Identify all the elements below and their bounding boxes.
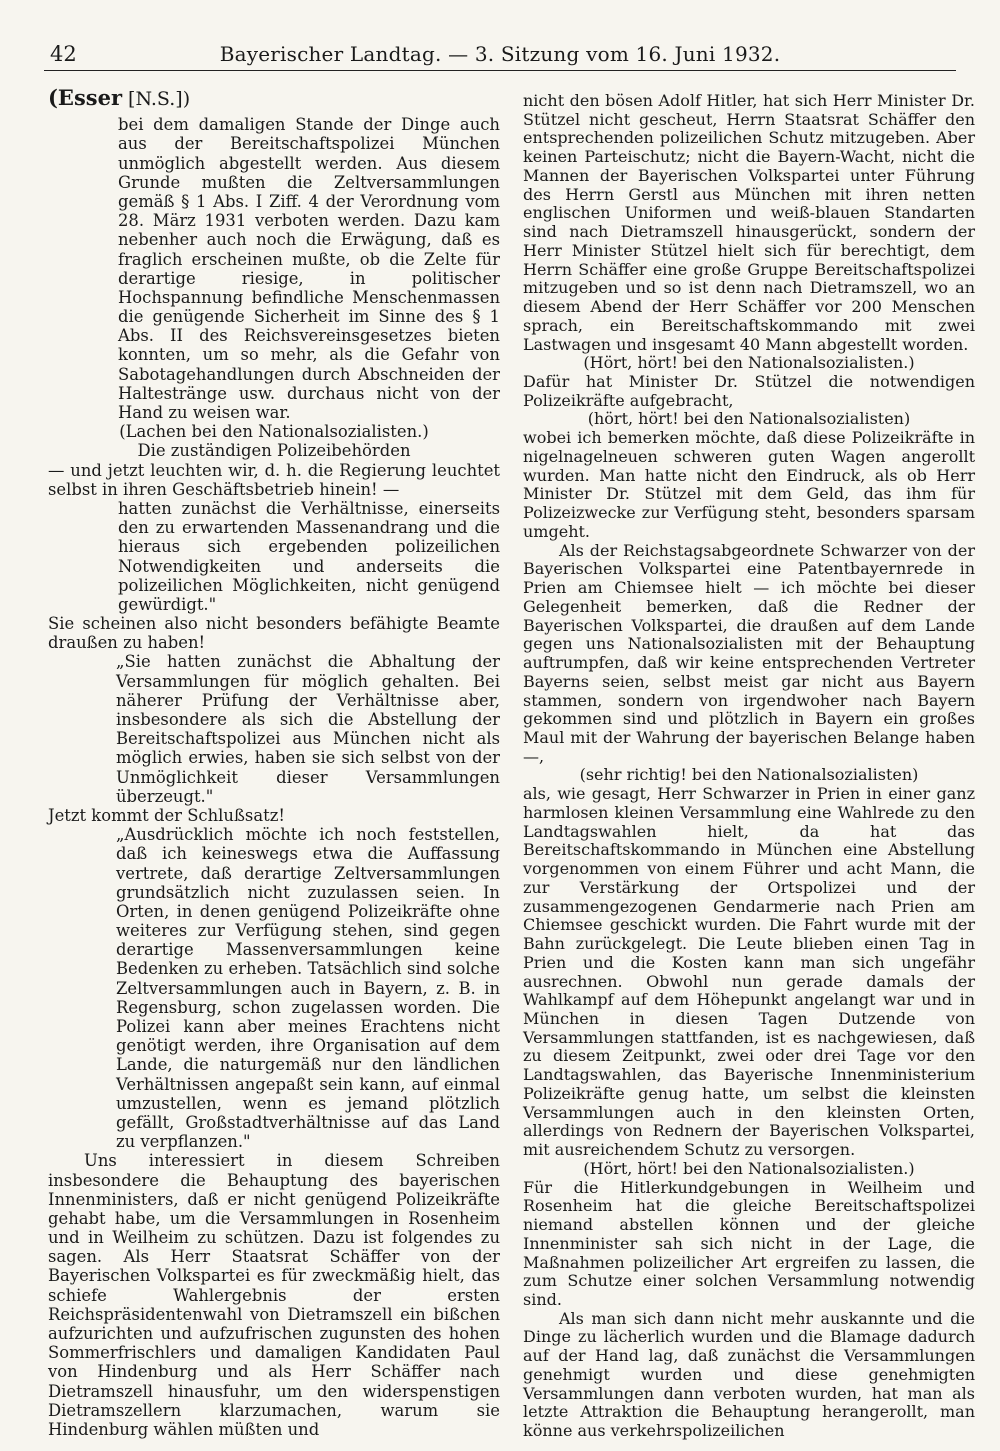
quotation: „Ausdrücklich möchte ich noch feststellen, daß ich keineswegs etwa die Auffassung vertrete, daß derartige Zeltversammlungen grundsätzlich nicht zuzulassen seien. In Orten, in denen genügend Polizeikräfte ohne weiteres zur Verfügung stehen, sind gegen derartige Massenversammlungen keine Bedenken zu erheben. Tatsächlich sind solche Zeltversammlungen auch in Bayern, z. B. in Regensburg, schon zugelassen worden. Die Polizei kann aber meines Erachtens nicht genötigt werden, ihre Organisation auf dem Lande, die naturgemäß nur den ländlichen Verhältnissen angepaßt sein kann, auf einmal umzustellen, wenn es jemand plötzlich gefällt, Großstadtverhältnisse auf das Land zu verpflanzen."	[116, 825, 500, 1152]
paragraph: Als man sich dann nicht mehr auskannte und die Dinge zu lächerlich wurden und die Blamage dadurch auf der Hand lag, daß zunächst die Versammlungen genehmigt wurden und diese genehmigten Versammlungen dann verboten wurden, hat man als letzte Attraktion die Behauptung herangerollt, man könne aus verkehrspolizeilichen	[523, 1308, 975, 1441]
paragraph: — und jetzt leuchten wir, d. h. die Regierung leuchtet selbst in ihren Geschäftsbetrieb hinein! —	[48, 460, 500, 499]
paragraph: nicht den bösen Adolf Hitler, hat sich Herr Minister Dr. Stützel nicht gescheut, Herrn Staatsrat Schäffer den entsprechenden polizeilichen Schutz mitzugeben. Aber keinen Parteischutz; nicht die Bayern-Wacht, nicht die Mannen der Bayerischen Volkspartei unter Führung des Herrn Gerstl aus München mit ihren netten englischen Uniformen und weiß-blauen Standarten sind nach Dietramszell hinausgerückt, sondern der Herr Minister Stützel hielt sich für berechtigt, dem Herrn Schäffer eine große Gruppe Bereitschaftspolizei mitzugeben und so ist denn nach Dietramszell, wo an diesem Abend der Herr Schäffer vor 200 Menschen sprach, ein Bereitschaftskommando mit zwei Lastwagen und insgesamt 40 Mann abgestellt worden.	[523, 91, 975, 354]
paragraph: Als der Reichstagsabgeordnete Schwarzer von der Bayerischen Volkspartei eine Patentbayernrede in Prien am Chiemsee hielt — ich möchte bei dieser Gelegenheit bemerken, daß die Redner der Bayerischen Volkspartei, die draußen auf dem Lande gegen uns Nationalsozialisten mit der Behauptung auftrumpfen, daß wir keine entsprechenden Vertreter Bayerns seien, selbst meist gar nicht aus Bayern stammen, sondern von irgendwoher nach Bayern gekommen sind und plötzlich in Bayern ein großes Maul mit der Wahrung der bayerischen Belange haben —,	[523, 540, 975, 766]
page-header	[44, 40, 956, 71]
paragraph: bei dem damaligen Stande der Dinge auch aus der Bereitschaftspolizei München unmöglich abgestellt werden. Aus diesem Grunde mußten die Zeltversammlungen gemäß § 1 Abs. I Ziff. 4 der Verordnung vom 28. März 1931 verboten werden. Dazu kam nebenher auch noch die Erwägung, daß es fraglich erscheinen mußte, ob die Zelte für derartige riesige, in politischer Hochspannung befindliche Menschenmassen die genügende Sicherheit im Sinne des § 1 Abs. II des Reichsvereinsgesetzes bieten konnten, um so mehr, als die Gefahr von Sabotagehandlungen durch Abschneiden der Haltestränge usw. durchaus nicht von der Hand zu weisen war.	[118, 115, 500, 422]
quotation: „Sie hatten zunächst die Abhaltung der Versammlungen für möglich gehalten. Bei näherer Prüfung der Verhältnisse aber, insbesondere als sich die Abstellung der Bereitschaftspolizei aus München nicht als möglich erwies, haben sie sich selbst von der Unmöglichkeit dieser Versammlungen überzeugt."	[116, 652, 500, 806]
page-number: 42	[50, 42, 77, 66]
interjection: (Lachen bei den Nationalsozialisten.)	[119, 422, 429, 442]
paragraph: hatten zunächst die Verhältnisse, einerseits den zu erwartenden Massenandrang und die hieraus sich ergebenden polizeilichen Notwendigkeiten und anderseits die polizeilichen Möglichkeiten, nicht genügend gewürdigt."	[118, 498, 500, 614]
interjection: (Hört, hört! bei den Nationalsozialisten.)	[583, 1158, 915, 1178]
left-column	[48, 85, 500, 1439]
paragraph: wobei ich bemerken möchte, daß diese Polizeikräfte in nigelnagelneuen schweren guten Wagen angerollt wurden. Man hatte nicht den Eindruck, als ob Herr Minister Dr. Stützel mit dem Geld, das ihm für Polizeizwecke zur Verfügung steht, besonders sparsam umgeht.	[523, 428, 975, 541]
paragraph: Jetzt kommt der Schlußsatz!	[48, 805, 285, 825]
paragraph: Uns interessiert in diesem Schreiben insbesondere die Behauptung des bayerischen Innenministers, daß er nicht genügend Polizeikräfte gehabt habe, um die Versammlungen in Rosenheim und in Weilheim zu schützen. Dazu ist folgendes zu sagen. Als Herr Staatsrat Schäffer von der Bayerischen Volkspartei es für zweckmäßig hielt, das schiefe Wahlergebnis der ersten Reichspräsidentenwahl von Dietramszell ein bißchen aufzurichten und aufzufrischen zugunsten des hohen Sommerfrischlers und damaligen Kandidaten Paul von Hindenburg und als Herr Schäffer nach Dietramszell hinausfuhr, um den widerspenstigen Dietramszellern klarzumachen, warum sie Hindenburg wählen müßten und	[48, 1151, 500, 1439]
paragraph: Dafür hat Minister Dr. Stützel die notwendigen Polizeikräfte aufgebracht,	[523, 372, 975, 410]
interjection: (hört, hört! bei den Nationalsozialisten)	[587, 409, 911, 429]
paragraph: Sie scheinen also nicht besonders befähigte Beamte draußen zu haben!	[48, 614, 500, 653]
speaker-name: (Esser	[48, 85, 123, 110]
interjection: (sehr richtig! bei den Nationalsozialisten)	[579, 765, 919, 785]
interjection: (Hört, hört! bei den Nationalsozialisten.)	[583, 353, 915, 373]
paragraph: Die zuständigen Polizeibehörden	[137, 441, 411, 461]
right-column	[523, 92, 975, 1441]
paragraph: Für die Hitlerkundgebungen in Weilheim und Rosenheim hat die gleiche Bereitschaftspolizei niemand abstellen können und der gleiche Innenminister sah sich nicht in der Lage, die Maßnahmen polizeilicher Art ergreifen zu lassen, die zum Schutze einer solchen Versammlung notwendig sind.	[523, 1177, 975, 1309]
paragraph: als, wie gesagt, Herr Schwarzer in Prien in einer ganz harmlosen kleinen Versammlung eine Wahlrede zu den Landtagswahlen hielt, da hat das Bereitschaftskommando in München eine Abstellung vorgenommen von einem Führer und acht Mann, die zur Verstärkung der Ortspolizei und der zusammengezogenen Gendarmerie nach Prien am Chiemsee geschickt wurden. Die Fahrt wurde mit der Bahn zurückgelegt. Die Leute blieben einen Tag in Prien und die Kosten kann man sich ungefähr ausrechnen. Obwohl nun gerade damals der Wahlkampf auf dem Höhepunkt angelangt war und in München in diesen Tagen Dutzende von Versammlungen stattfanden, ist es nachgewiesen, daß zu diesem Zeitpunkt, zwei oder drei Tage vor den Landtagswahlen, das Bayerische Innenministerium Polizeikräfte genug hatte, um selbst die kleinsten Versammlungen auch in den kleinsten Orten, allerdings von Rednern der Bayerischen Volkspartei, mit ausreichendem Schutz zu versorgen.	[523, 784, 975, 1160]
speaker-party: [N.S.])	[122, 88, 191, 110]
running-title: Bayerischer Landtag. — 3. Sitzung vom 16. Juni 1932.	[219, 42, 781, 66]
